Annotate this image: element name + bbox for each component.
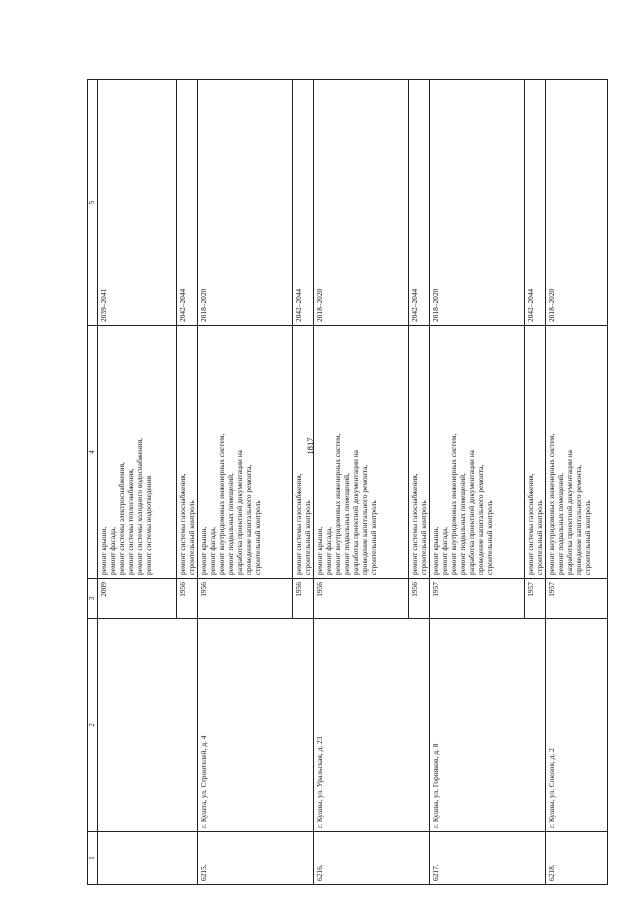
address-cell: г. Кушва, ул. Уральская, д. 23 (314, 619, 430, 832)
works-cell: ремонт крыши, ремонт фасада, ремонт системы электроснабжения, ремонт системы теплоснабжения, ремонт системы холодного водоснабжения, ремонт системы водоотведения (98, 326, 177, 579)
period-cell: 2018–2020 (198, 80, 293, 326)
row-number: 6218. (546, 832, 608, 885)
address-cell: г. Кушва, ул. Горняков, д. 8 (430, 619, 546, 832)
header-col-2: 2 (88, 619, 98, 832)
works-cell: ремонт крыши, ремонт фасада, ремонт внутридомовых инженерных систем, ремонт подвальных помещений, разработка проектной документации на проведение капитального ремонта, строительный контроль (430, 326, 525, 579)
works-cell: ремонт крыши, ремонт фасада, ремонт внутридомовых инженерных систем, ремонт подвальных помещений, разработка проектной документации на проведение капитального ремонта, строительный контроль (198, 326, 293, 579)
rotated-table-container (87, 79, 600, 885)
header-col-3: 3 (88, 579, 98, 619)
header-col-5: 5 (88, 80, 98, 326)
page-number: 1817 (305, 437, 315, 455)
period-cell: 2042–2044 (177, 80, 198, 326)
period-cell: 2042–2044 (409, 80, 430, 326)
works-cell: ремонт системы газоснабжения, строительный контроль (177, 326, 198, 579)
works-cell: ремонт системы газоснабжения, строительный контроль (293, 326, 314, 579)
row-number: 6215. (198, 832, 314, 885)
address-cell (98, 619, 198, 832)
works-cell: ремонт системы газоснабжения, строительный контроль (525, 326, 546, 579)
period-cell: 2039–2041 (98, 80, 177, 326)
year-cell: 1957 (430, 579, 525, 619)
year-cell: 1956 (198, 579, 293, 619)
table-row (546, 80, 608, 885)
year-cell: 2009 (98, 579, 177, 619)
table-row (98, 80, 177, 885)
period-cell: 2018–2020 (546, 80, 608, 326)
year-cell: 1956 (314, 579, 409, 619)
works-cell: ремонт системы газоснабжения, строительный контроль (409, 326, 430, 579)
address-cell: г. Куштa, ул. Строителей, д. 4 (198, 619, 314, 832)
year-cell: 1956 (293, 579, 314, 619)
year-cell: 1957 (525, 579, 546, 619)
row-number: 6216. (314, 832, 430, 885)
table-row (198, 80, 293, 885)
table-row (430, 80, 525, 885)
table-header-row (88, 80, 98, 885)
row-number: 6217. (430, 832, 546, 885)
works-cell: ремонт крыши, ремонт фасада, ремонт внутридомовых инженерных систем, ремонт подвальных помещений, разработка проектной документации на проведение капитального ремонта, строительный контроль (314, 326, 409, 579)
year-cell: 1956 (177, 579, 198, 619)
period-cell: 2018–2020 (430, 80, 525, 326)
period-cell: 2042–2044 (293, 80, 314, 326)
row-number (98, 832, 198, 885)
table-row (314, 80, 409, 885)
address-cell: г. Кушва, ул. Союзов, д. 2 (546, 619, 608, 832)
period-cell: 2018–2020 (314, 80, 409, 326)
year-cell: 1957 (546, 579, 608, 619)
works-cell: ремонт внутридомовых инженерных систем, ремонт подвальных помещений, разработка проектной документации на проведение капитального ремонта, строительный контроль (546, 326, 608, 579)
year-cell: 1956 (409, 579, 430, 619)
period-cell: 2042–2044 (525, 80, 546, 326)
header-col-1: 1 (88, 832, 98, 885)
header-col-4: 4 (88, 326, 98, 579)
repair-schedule-table (87, 79, 608, 885)
